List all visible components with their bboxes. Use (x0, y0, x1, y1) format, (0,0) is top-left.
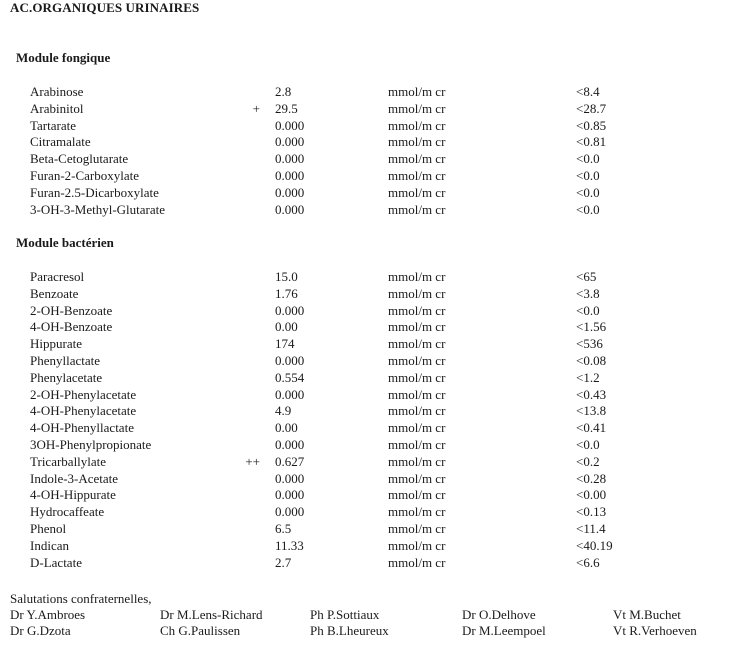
signature-greeting: Salutations confraternelles, (10, 591, 152, 606)
result-value: 0.000 (275, 436, 305, 452)
signatory-name: Ch G.Paulissen (160, 623, 241, 638)
result-value: 0.554 (275, 369, 305, 385)
result-unit: mmol/m cr (388, 336, 446, 352)
result-value: 174 (275, 336, 295, 352)
result-unit: mmol/m cr (388, 117, 446, 133)
analyte-name: D-Lactate (30, 554, 82, 570)
analyte-name: 3OH-Phenylpropionate (30, 436, 152, 452)
result-unit: mmol/m cr (388, 520, 446, 536)
result-row (0, 269, 736, 286)
module-fongique-table (0, 84, 736, 218)
result-unit: mmol/m cr (388, 167, 446, 183)
reference-range: <40.19 (576, 537, 613, 553)
result-unit: mmol/m cr (388, 537, 446, 553)
analyte-name: Phenol (30, 520, 67, 536)
result-value: 0.000 (275, 302, 305, 318)
result-value: 0.000 (275, 470, 305, 486)
result-value: 0.000 (275, 151, 305, 167)
result-row (0, 420, 736, 437)
reference-range: <0.0 (576, 184, 600, 200)
result-row (0, 118, 736, 135)
analyte-name: Indican (30, 537, 69, 553)
analyte-name: 4-OH-Benzoate (30, 319, 113, 335)
result-unit: mmol/m cr (388, 470, 446, 486)
analyte-name: Arabinose (30, 84, 84, 99)
result-unit: mmol/m cr (388, 504, 446, 520)
result-value: 4.9 (275, 403, 292, 419)
signatory-name: Vt M.Buchet (613, 607, 681, 622)
result-row (0, 437, 736, 454)
analyte-name: Benzoate (30, 285, 79, 301)
reference-range: <0.41 (576, 420, 607, 436)
result-value: 0.000 (275, 134, 305, 150)
result-value: 11.33 (275, 537, 304, 553)
result-row (0, 487, 736, 504)
module-fongique-title: Module fongique (16, 50, 111, 65)
result-row (0, 353, 736, 370)
reference-range: <0.43 (576, 386, 607, 402)
reference-range: <13.8 (576, 403, 607, 419)
result-value: 0.000 (275, 117, 305, 133)
signatory-name: Dr M.Leempoel (462, 623, 546, 638)
result-row (0, 454, 736, 471)
result-value: 0.00 (275, 319, 298, 335)
analyte-name: 4-OH-Phenylacetate (30, 403, 137, 419)
reference-range: <0.0 (576, 167, 600, 183)
signatory-name: Dr Y.Ambroes (10, 607, 86, 622)
analyte-name: 4-OH-Phenyllactate (30, 420, 134, 436)
result-row (0, 521, 736, 538)
result-value: 29.5 (275, 100, 298, 116)
reference-range: <65 (576, 269, 597, 284)
result-row (0, 387, 736, 404)
analyte-name: Hydrocaffeate (30, 504, 105, 520)
result-row (0, 84, 736, 101)
result-unit: mmol/m cr (388, 554, 446, 570)
result-row (0, 303, 736, 320)
result-row (0, 504, 736, 521)
reference-range: <536 (576, 336, 603, 352)
reference-range: <0.2 (576, 453, 600, 469)
analyte-name: Furan-2.5-Dicarboxylate (30, 184, 159, 200)
result-unit: mmol/m cr (388, 436, 446, 452)
reference-range: <8.4 (576, 84, 600, 99)
result-unit: mmol/m cr (388, 184, 446, 200)
result-value: 0.000 (275, 352, 305, 368)
result-value: 0.627 (275, 453, 305, 469)
analyte-name: Furan-2-Carboxylate (30, 167, 140, 183)
reference-range: <0.00 (576, 487, 607, 503)
reference-range: <11.4 (576, 520, 606, 536)
result-value: 0.000 (275, 487, 305, 503)
analyte-name: Paracresol (30, 269, 85, 284)
reference-range: <0.0 (576, 302, 600, 318)
analyte-name: 2-OH-Phenylacetate (30, 386, 137, 402)
result-unit: mmol/m cr (388, 100, 446, 116)
result-row (0, 538, 736, 555)
result-row (0, 134, 736, 151)
analyte-name: Tartarate (30, 117, 76, 133)
analyte-name: Citramalate (30, 134, 91, 150)
abnormal-flag: + (252, 100, 260, 116)
result-row (0, 319, 736, 336)
result-unit: mmol/m cr (388, 84, 446, 99)
reference-range: <6.6 (576, 554, 600, 570)
result-value: 0.000 (275, 386, 305, 402)
analyte-name: Indole-3-Acetate (30, 470, 119, 486)
result-row (0, 151, 736, 168)
report-title: AC.ORGANIQUES URINAIRES (10, 0, 200, 15)
analyte-name: Arabinitol (30, 100, 84, 116)
result-row (0, 202, 736, 219)
result-unit: mmol/m cr (388, 134, 446, 150)
reference-range: <1.56 (576, 319, 607, 335)
result-unit: mmol/m cr (388, 285, 446, 301)
result-unit: mmol/m cr (388, 319, 446, 335)
result-unit: mmol/m cr (388, 302, 446, 318)
result-row (0, 471, 736, 488)
result-unit: mmol/m cr (388, 269, 446, 284)
analyte-name: Beta-Cetoglutarate (30, 151, 129, 167)
reference-range: <0.28 (576, 470, 607, 486)
result-row (0, 403, 736, 420)
reference-range: <0.13 (576, 504, 607, 520)
result-value: 0.000 (275, 167, 305, 183)
module-bacterien-title: Module bactérien (16, 235, 114, 250)
abnormal-flag: ++ (245, 453, 260, 469)
result-value: 15.0 (275, 269, 298, 284)
analyte-name: Phenyllactate (30, 352, 101, 368)
reference-range: <3.8 (576, 285, 600, 301)
result-value: 2.8 (275, 84, 292, 99)
reference-range: <1.2 (576, 369, 600, 385)
analyte-name: Tricarballylate (30, 453, 107, 469)
signatory-name: Dr M.Lens-Richard (160, 607, 263, 622)
result-value: 1.76 (275, 285, 298, 301)
signatory-name: Ph P.Sottiaux (310, 607, 380, 622)
result-row (0, 185, 736, 202)
signatory-name: Dr G.Dzota (10, 623, 71, 638)
result-row (0, 286, 736, 303)
result-unit: mmol/m cr (388, 420, 446, 436)
reference-range: <0.08 (576, 352, 607, 368)
analyte-name: Phenylacetate (30, 369, 103, 385)
analyte-name: Hippurate (30, 336, 82, 352)
signatory-name: Ph B.Lheureux (310, 623, 389, 638)
result-value: 0.000 (275, 184, 305, 200)
reference-range: <0.0 (576, 201, 600, 217)
result-row (0, 555, 736, 572)
result-unit: mmol/m cr (388, 369, 446, 385)
signatory-name: Vt R.Verhoeven (613, 623, 697, 638)
reference-range: <0.85 (576, 117, 607, 133)
analyte-name: 2-OH-Benzoate (30, 302, 113, 318)
result-unit: mmol/m cr (388, 403, 446, 419)
module-bacterien-table (0, 269, 736, 571)
reference-range: <0.0 (576, 151, 600, 167)
result-value: 0.00 (275, 420, 298, 436)
result-value: 0.000 (275, 504, 305, 520)
reference-range: <28.7 (576, 100, 607, 116)
result-row (0, 101, 736, 118)
result-row (0, 336, 736, 353)
result-unit: mmol/m cr (388, 453, 446, 469)
analyte-name: 4-OH-Hippurate (30, 487, 116, 503)
result-value: 6.5 (275, 520, 292, 536)
result-unit: mmol/m cr (388, 352, 446, 368)
reference-range: <0.81 (576, 134, 607, 150)
result-value: 0.000 (275, 201, 305, 217)
result-unit: mmol/m cr (388, 151, 446, 167)
signatory-name: Dr O.Delhove (462, 607, 536, 622)
result-unit: mmol/m cr (388, 386, 446, 402)
analyte-name: 3-OH-3-Methyl-Glutarate (30, 201, 166, 217)
result-value: 2.7 (275, 554, 292, 570)
result-unit: mmol/m cr (388, 201, 446, 217)
result-row (0, 370, 736, 387)
reference-range: <0.0 (576, 436, 600, 452)
result-row (0, 168, 736, 185)
result-unit: mmol/m cr (388, 487, 446, 503)
